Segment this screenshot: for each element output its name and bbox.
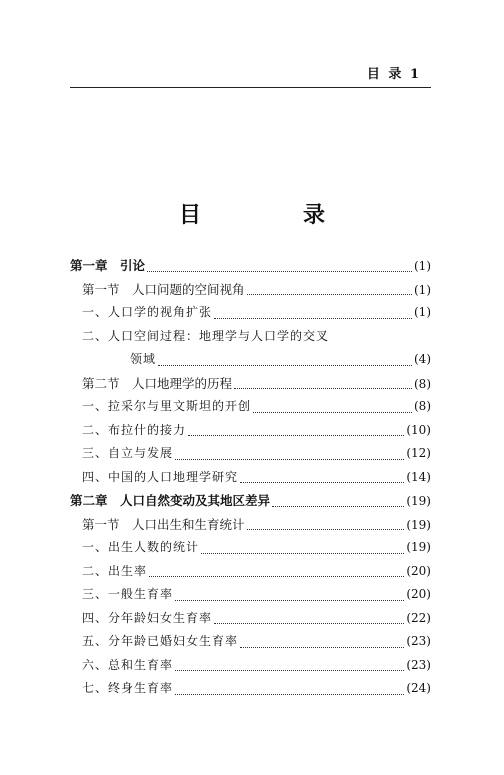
- toc-entry: [70, 632, 431, 656]
- toc-entry-page: (8): [414, 399, 431, 413]
- dot-leader: [234, 387, 412, 389]
- dot-leader: [175, 693, 404, 695]
- page-title: 目 录: [178, 202, 365, 228]
- dot-leader: [240, 646, 404, 648]
- dot-leader: [201, 552, 404, 554]
- toc-entry: [70, 444, 431, 468]
- dot-leader: [175, 599, 404, 601]
- toc-entry: [70, 350, 431, 374]
- toc-entry-page: (8): [414, 376, 431, 391]
- toc-entry-label: 四、分年龄妇女生育率: [82, 610, 213, 625]
- dot-leader: [240, 481, 404, 483]
- toc-entry-page: (23): [406, 634, 431, 648]
- toc-entry-page: (10): [406, 422, 431, 437]
- header-rule: [70, 87, 431, 88]
- toc-entry-label: 一、人口学的视角扩张: [82, 305, 213, 319]
- dot-leader: [158, 364, 412, 366]
- toc-entry-label: 第一章 引论: [70, 258, 146, 273]
- toc-entry-page: (1): [414, 305, 431, 319]
- toc-entry-page: (4): [414, 352, 431, 366]
- dot-leader: [214, 317, 412, 319]
- toc-entry: [70, 421, 431, 445]
- dot-leader: [188, 434, 404, 436]
- dot-leader: [147, 270, 412, 272]
- toc-entry-label: 七、终身生育率: [82, 681, 174, 695]
- dot-leader: [247, 528, 405, 530]
- toc-entry-label: 第一节 人口问题的空间视角: [82, 281, 245, 297]
- toc-entry: [70, 468, 431, 492]
- toc-entry: [70, 397, 431, 421]
- toc-entry-label: 领域: [130, 352, 157, 366]
- running-head: 目 录 1: [366, 67, 421, 82]
- toc-entry: [70, 374, 431, 398]
- toc-entry-page: (1): [414, 282, 431, 297]
- toc-entry-label: 五、分年龄已婚妇女生育率: [82, 634, 239, 648]
- toc-entry-label: 一、出生人数的统计: [82, 540, 200, 554]
- toc-entry: [70, 585, 431, 609]
- toc-entry: [70, 656, 431, 680]
- toc-entry: [70, 609, 431, 633]
- toc-entry-page: (19): [406, 494, 431, 508]
- toc-entry-label: 第二章 人口自然变动及其地区差异: [70, 493, 271, 508]
- toc-entry-label: 二、出生率: [82, 563, 148, 578]
- dot-leader: [247, 293, 412, 295]
- toc-entry: [70, 280, 431, 304]
- dot-leader: [175, 669, 404, 671]
- toc-entry-page: (24): [406, 681, 431, 695]
- toc-entry-label: 三、一般生育率: [82, 587, 174, 601]
- toc-entry: [70, 327, 431, 351]
- dot-leader: [149, 575, 404, 577]
- toc-entry: [70, 679, 431, 703]
- toc-entry: [70, 538, 431, 562]
- toc-entry: [70, 515, 431, 539]
- toc-entry: [70, 256, 431, 280]
- toc-entry-page: (19): [406, 540, 431, 554]
- toc-entry-page: (23): [406, 657, 431, 672]
- toc-entry-page: (12): [406, 446, 431, 460]
- toc-entry-page: (14): [406, 469, 431, 484]
- table-of-contents: [70, 256, 431, 703]
- toc-entry-page: (20): [406, 563, 431, 578]
- toc-entry-label: 第二节 人口地理学的历程: [82, 375, 233, 391]
- toc-entry-page: (19): [406, 517, 431, 532]
- toc-entry-label: 一、拉采尔与里文斯坦的开创: [82, 399, 252, 413]
- dot-leader: [214, 622, 404, 624]
- toc-entry-page: (22): [406, 610, 431, 625]
- dot-leader: [253, 411, 412, 413]
- toc-entry: [70, 562, 431, 586]
- toc-entry-page: (20): [406, 587, 431, 601]
- toc-entry-label: 三、自立与发展: [82, 446, 174, 460]
- toc-entry-label: 二、布拉什的接力: [82, 422, 187, 437]
- dot-leader: [175, 458, 404, 460]
- toc-entry: [70, 491, 431, 515]
- toc-entry-page: (1): [414, 259, 431, 273]
- toc-entry-label: 第一节 人口出生和生育统计: [82, 516, 245, 532]
- toc-entry: [70, 303, 431, 327]
- toc-entry-label: 二、人口空间过程：地理学与人口学的交叉: [82, 328, 330, 343]
- dot-leader: [272, 505, 404, 507]
- toc-entry-label: 六、总和生育率: [82, 657, 174, 672]
- toc-entry-label: 四、中国的人口地理学研究: [82, 469, 239, 484]
